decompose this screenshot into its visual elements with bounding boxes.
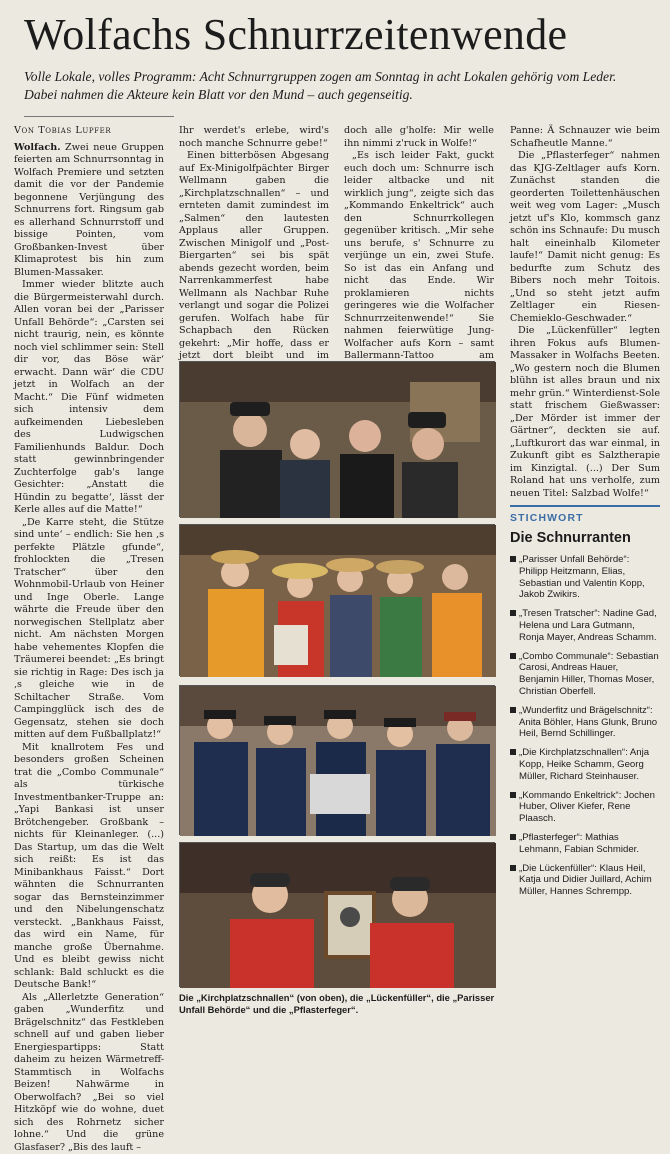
list-item [510, 608, 660, 643]
bullet-icon [510, 707, 516, 713]
paragraph-text: Zwei neue Gruppen feierten am Schnurrsonntag in Wolfach Premiere und setzten damit die vor der Pandemie begonnene Verjüngung des Schnurrens fort. Ringsum gab es allerhand Schnurrstoff und bissige Pointen, vom Großbanken-Invest über Klimaprotest bis hin zum Blumen-Massaker. [14, 142, 164, 278]
paragraph: Panne: Ä Schnauzer wie beim Schafheutle Manne.“ [510, 125, 660, 150]
list-item-text: „Kommando Enkeltrick“: Jochen Huber, Oliver Kiefer, Rene Plaasch. [519, 790, 655, 825]
list-item-text: „Combo Communale“: Sebastian Carosi, Andreas Hauer, Benjamin Hiller, Thomas Moser, Christian Oberfell. [519, 651, 659, 697]
list-item [510, 790, 660, 825]
photo-kirchplatzschnallen [179, 361, 495, 517]
paragraph: Als „Allerletzte Generation“ gaben „Wunderfitz und Brägelschnitz“ das Festkleben schnell auf und gaben lieber Energiespartipps: Statt daheim zu heizen Wärmetreff-Stammtisch in Wolfachs Beizen! Nahwärme in Oberwolfach? „Bei so viel Hitzköpf wie do wohne, duet sich des Rohrnetz sicher lohne.“ Und die grüne Glasfaser? „Bis des lauft – [14, 992, 164, 1154]
list-item [510, 747, 660, 782]
paragraph: doch alle g'holfe: Mir welle ihn nimmi z'ruck in Wolfe!“ [344, 125, 494, 150]
list-item-text: „Parisser Unfall Behörde“: Philipp Heitzmann, Elias, Sebastian und Valentin Kopp, Jakob Zwikirs. [519, 554, 645, 600]
paragraph: „De Karre steht, die Stütze sind unte‘ – endlich: Sie hen ‚s perfekte Plätzle gfunde“, frohlockten die „Tresen Tratscher“ über den Wohnmobil-Urlaub von Heiner und Inge Oberle. Lange währte die Freude über den norwegischen Stellplatz aber nicht. Am nächsten Morgen habe vehementes Klopfen die Träumerei beendet: „Es bringt sie richtig in Rage: Des isch ja ‚s gleiche wie in de Schiltacher Straße. Vom Campingglück isch des de Gegensatz, stehen sie doch mitten auf dem Fußballplatz!“ [14, 517, 164, 742]
article-body [14, 125, 660, 1020]
paragraph: Die „Lückenfüller“ legten ihren Fokus aufs Blumen-Massaker in Wolfachs Beeten. „Wo gestern noch die Blumen blühn ist alles braun und nix mehr grün.“ Winterdienst-Sole statt frischem Gießwasser: „Der Mörder ist immer der Gärtner“, deckten sie auf. „Luftkurort das war einmal, in Zukunft gibt es Salztherapie im Kinzigtal. (...) Der Sum Roland hat uns verholfe, zum neuen Titel: Salzbad Wolfe!“ [510, 325, 660, 500]
bullet-icon [510, 792, 516, 798]
dateline: Wolfach. [14, 142, 61, 153]
list-item-text: „Die Kirchplatzschnallen“: Anja Kopp, Heike Schamm, Georg Müller, Richard Steinhauser. [519, 747, 649, 782]
photo-parisser-unfall-behoerde [179, 685, 495, 835]
paragraph [14, 142, 164, 280]
teaser: Volle Lokale, volles Programm: Acht Schnurrgruppen zogen am Sonntag in acht Lokalen gehörig vom Leder. Dabei nahmen die Akteure kein Blatt vor den Mund – auch gegenseitig. [24, 68, 648, 104]
list-item [510, 705, 660, 740]
byline: Von Tobias Lupfer [14, 125, 164, 138]
paragraph: Ihr werdet's erlebe, wird's noch manche Schnurre gebe!“ [179, 125, 329, 150]
bullet-icon [510, 610, 516, 616]
list-item [510, 554, 660, 601]
bullet-icon [510, 865, 516, 871]
stichwort-kicker: STICHWORT [510, 513, 660, 524]
bullet-icon [510, 653, 516, 659]
paragraph: Immer wieder blitzte auch die Bürgermeisterwahl durch. Allen voran bei der „Parisser Unfall Behörde“: „Carsten sei nicht traurig, nein, es könnte noch viel schlimmer sein: Stell dir vor, das Böse wär‘ erwacht. Dann wär‘ die CDU jetzt in Wolfach an der Macht.“ Die Fünf widmeten sich intensiv dem aufkeimenden Liebesleben des Ludwigschen Familienhunds Baldur. Doch statt gewinnbringender Zuchterfolge gab's lange Gesichter: „Anstatt die Hündin zu begatte‘, lässt der Kerle alles auf die Matte!“ [14, 279, 164, 517]
list-item-text: „Die Lückenfüller“: Klaus Heil, Katja und Didier Juillard, Achim Müller, Hannes Schrempp. [519, 863, 652, 898]
headline: Wolfachs Schnurrzeitenwende [24, 10, 660, 60]
list-item [510, 651, 660, 698]
list-item [510, 863, 660, 898]
list-item-text: „Tresen Tratscher“: Nadine Gad, Helena und Lara Gutmann, Ronja Mayer, Andreas Schamm. [519, 608, 657, 643]
photo-lueckenfueller [179, 524, 495, 676]
bullet-icon [510, 556, 516, 562]
column-4 [510, 125, 660, 340]
paragraph: Die „Pflasterfeger“ nahmen das KJG-Zeltlager aufs Korn. Zunächst standen die georderten Toilettenhäuschen weit weg vom Lager: „Musch jetzt uf's Klo, kommsch ganz schön ins Schnaufe: Du musch halt eineinhalb Kilometer laufe!“ Damit nicht genug: Es bedurfte zum Schutz des Bibers noch mehr Toitois. „Und so steht jetzt aufm Zeltlager ein Riesen-Chemieklo-Geschwader.“ [510, 150, 660, 325]
stichwort-box [510, 505, 660, 1020]
bullet-icon [510, 749, 516, 755]
paragraph: Einen bitterbösen Abgesang auf Ex-Minigolfpächter Birger Wellmann gaben die „Kirchplatzschnallen“ – und ernteten damit zumindest im „Salmen“ den lautesten Applaus aller Gruppen. Zwischen Minigolf und „Post-Biergarten“ sei bis spät abends gezecht worden, beim Narrenkammerfest habe Wellmann als Nachbar Ruhe verlangt und sogar die Polizei gerufen. Wolfach habe für Schapbach den Rücken gekehrt: „Mir hoffe, dass er jetzt dort bleibt und im [179, 150, 329, 388]
list-item-text: „Wunderfitz und Brägelschnitz“: Anita Böhler, Hans Glunk, Bruno Heil, Bernd Schillinger. [519, 705, 657, 740]
photo-pflasterfeger [179, 842, 495, 987]
stichwort-title: Die Schnurranten [510, 530, 660, 546]
column-2 [179, 125, 329, 335]
list-item [510, 832, 660, 856]
photo-caption: Die „Kirchplatzschnallen“ (von oben), die „Lückenfüller“, die „Parisser Unfall Behörde“ und die „Pflasterfeger“. [179, 992, 495, 1015]
column-1 [14, 125, 164, 1020]
bullet-icon [510, 834, 516, 840]
group-list [510, 554, 660, 898]
byline-rule [24, 116, 174, 117]
list-item-text: „Pflasterfeger“: Mathias Lehmann, Fabian Schmider. [519, 832, 639, 855]
column-3 [344, 125, 494, 335]
paragraph: Mit knallrotem Fes und besonders großen Scheinen trat die „Combo Communale“ als türkische Investmentbanker-Truppe an: „Yapi Bankasi ist unser Brötchengeber. Großbank – nichts für Kleinanleger. (...) Das Startup, um das die Welt sich reißt: Es ist das Minibankhaus Faisst.“ Dort wähnten die Schnurranten sogar das Bernsteinzimmer und den Nibelungenschatz versteckt. „Bankhaus Faisst, das wird ein Name, für manche große Übernahme. Und es bleibt gewiss nicht schlank: Bald schluckt es die Deutsche Bank!“ [14, 742, 164, 992]
paragraph: „Es isch leider Fakt, guckt euch doch um: Schnurre isch leider altbacke und nit wirklich jung“, zeigte sich das „Kommando Enkeltrick“ auch den Schnurrkollegen gegenüber kritisch. „Mir sehe uns berufe, s' Schnurre zu verjünge un ein, zwei Stufe. So ist das ein Anfang und nicht das Ende. Wir proklamieren nichts geringeres wie die Wolfacher Schnurrzeitenwende!“ Sie nahmen feierwütige Jung-Wolfacher aufs Korn – samt Ballermann-Tattoo am [344, 150, 494, 388]
